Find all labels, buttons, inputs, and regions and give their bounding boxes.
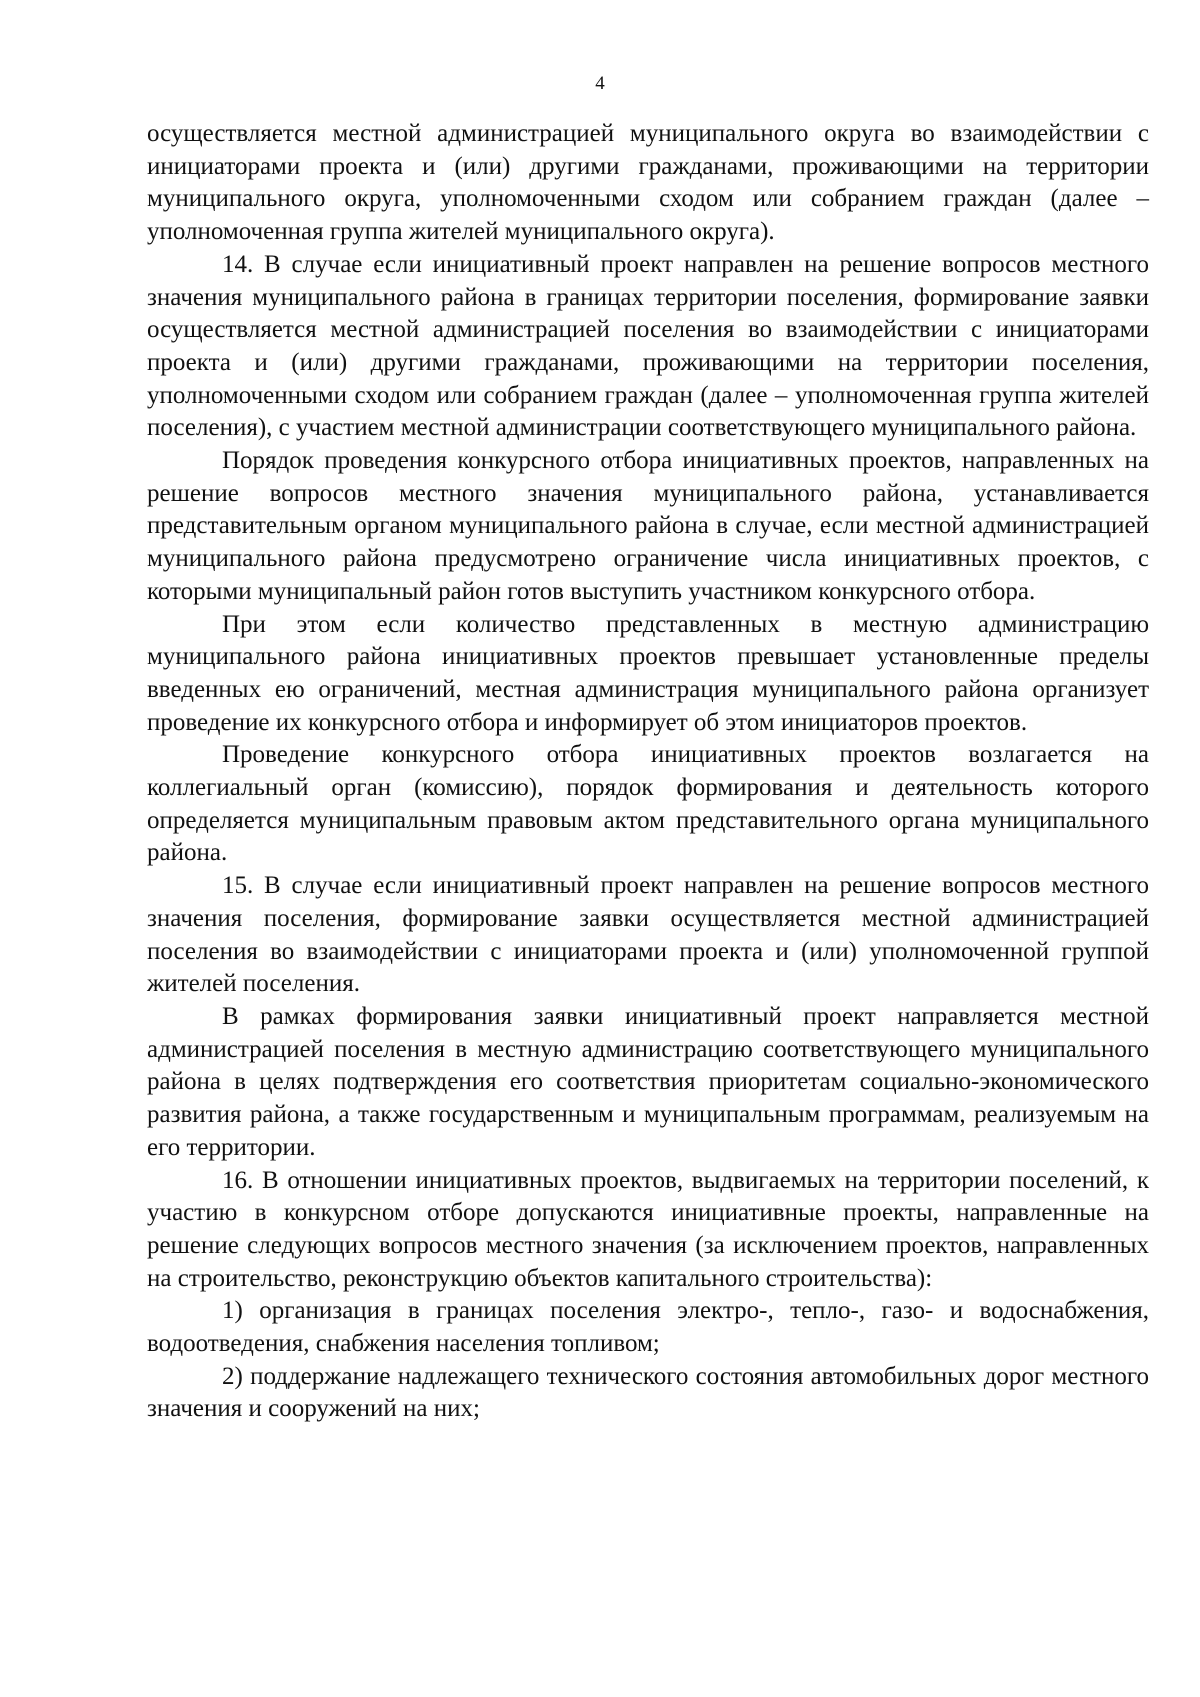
paragraph-limits-exceeded: При этом если количество представленных в местную администрацию муниципального района инициативных проектов превышает установленные пределы введенных ею ограничений, местная администрация муниципального района организует проведение их конкурсного отбора и информирует об этом инициаторов проектов. xyxy=(147,610,1149,736)
list-item-1: 1) организация в границах поселения электро-, тепло-, газо- и водоснабжения, водоотведения, снабжения населения топливом; xyxy=(147,1297,1149,1358)
list-item-2: 2) поддержание надлежащего технического состояния автомобильных дорог местного значения и сооружений на них; xyxy=(147,1362,1149,1423)
document-body xyxy=(147,118,1149,1426)
paragraph-application-forming: В рамках формирования заявки инициативный проект направляется местной администрацией поселения в местную администрацию соответствующего муниципального района в целях подтверждения его соответствия приоритетам социально-экономического развития района, а также государственным и муниципальным программам, реализуемым на его территории. xyxy=(147,1002,1149,1161)
paragraph-item-15: 15. В случае если инициативный проект направлен на решение вопросов местного значения поселения, формирование заявки осуществляется местной администрацией поселения во взаимодействии с инициаторами проекта и (или) уполномоченной группой жителей поселения. xyxy=(147,872,1149,998)
paragraph-selection-procedure: Порядок проведения конкурсного отбора инициативных проектов, направленных на решение вопросов местного значения муниципального района, устанавливается представительным органом муниципального района в случае, если местной администрацией муниципального района предусмотрено ограничение числа инициативных проектов, с которыми муниципальный район готов выступить участником конкурсного отбора. xyxy=(147,447,1149,605)
page-number: 4 xyxy=(595,73,605,94)
paragraph-item-14: 14. В случае если инициативный проект направлен на решение вопросов местного значения муниципального района в границах территории поселения, формирование заявки осуществляется местной администрацией поселения во взаимодействии с инициаторами проекта и (или) другими гражданами, проживающими на территории поселения, уполномоченными сходом или собранием граждан (далее – уполномоченная группа жителей поселения), с участием местной администрации соответствующего муниципального района. xyxy=(147,250,1149,442)
paragraph-item-16: 16. В отношении инициативных проектов, выдвигаемых на территории поселений, к участию в конкурсном отборе допускаются инициативные проекты, направленные на решение следующих вопросов местного значения (за исключением проектов, направленных на строительство, реконструкцию объектов капитального строительства): xyxy=(147,1166,1149,1292)
paragraph-commission: Проведение конкурсного отбора инициативных проектов возлагается на коллегиальный орган (комиссию), порядок формирования и деятельность которого определяется муниципальным правовым актом представительного органа муниципального района. xyxy=(147,741,1149,867)
paragraph-continuation: осуществляется местной администрацией муниципального округа во взаимодействии с инициаторами проекта и (или) другими гражданами, проживающими на территории муниципального округа, уполномоченными сходом или собранием граждан (далее – уполномоченная группа жителей муниципального округа). xyxy=(147,120,1149,246)
